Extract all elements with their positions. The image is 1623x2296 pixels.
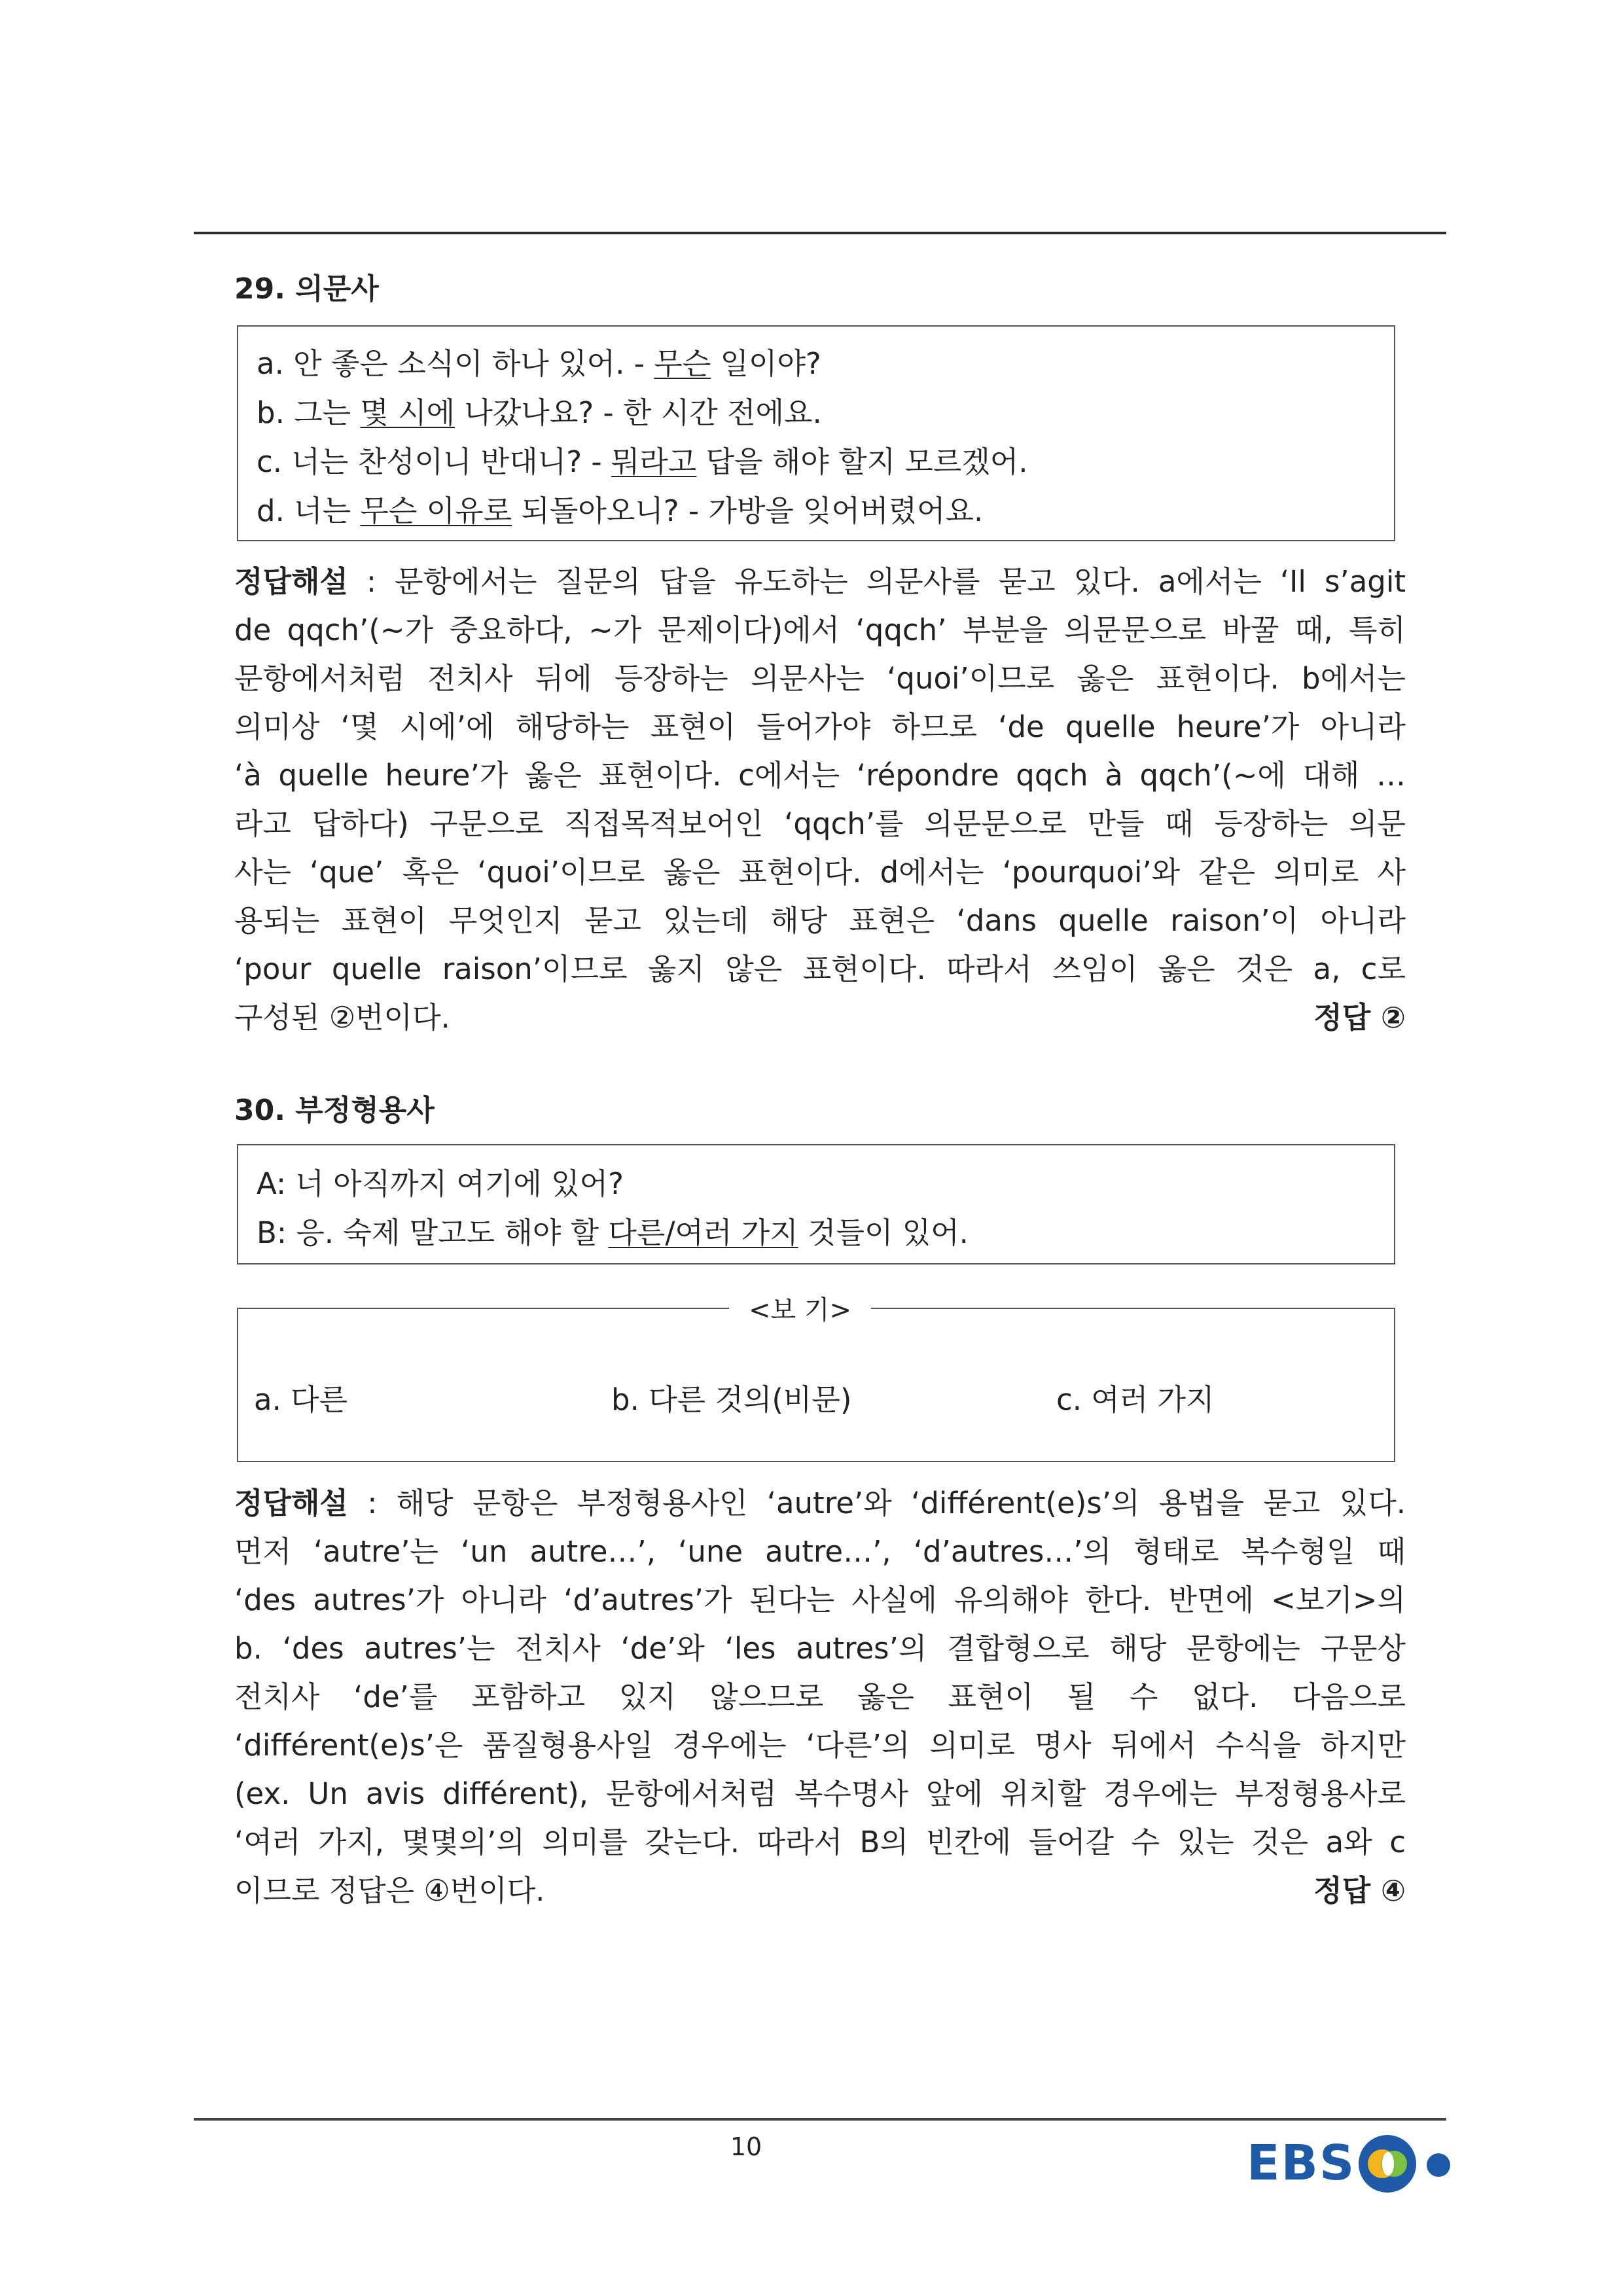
- q29-example-c: c. 너는 찬성이니 반대니? - 뭐라고 답을 해야 할지 모르겠어.: [257, 444, 1028, 479]
- logo-small-dot: [1427, 2153, 1450, 2177]
- q29-example-b: b. 그는 몇 시에 나갔나요? - 한 시간 전에요.: [257, 395, 822, 430]
- q30-dialogue-a: A: 너 아직까지 여기에 있어?: [257, 1166, 624, 1201]
- q30-dialogue-box: [237, 1144, 1395, 1265]
- q29-expl-line: 용되는 표현이 무엇인지 묻고 있는데 해당 표현은 ‘dans quelle raison’이 아니라: [234, 903, 1406, 938]
- underline-b: 몇 시에: [360, 395, 455, 430]
- q29-expl-line: ‘à quelle heure’가 옳은 표현이다. c에서는 ‘répondre qqch à qqch’(~에 대해 …: [234, 758, 1406, 793]
- bogi-item-c: c. 여러 가지: [1056, 1382, 1215, 1417]
- bottom-rule: [194, 2118, 1446, 2121]
- q29-expl-line: de qqch’(~가 중요하다, ~가 문제이다)에서 ‘qqch’ 부분을 의문문으로 바꿀 때, 특히: [234, 613, 1406, 647]
- ebs-logo-icon: [1353, 2131, 1458, 2197]
- q30-expl-line: (ex. Un avis différent), 문항에서처럼 복수명사 앞에 위치할 경우에는 부정형용사로: [234, 1776, 1406, 1811]
- ebs-logo-text: EBS: [1247, 2135, 1356, 2191]
- q30-expl-line: 먼저 ‘autre’는 ‘un autre…’, ‘une autre…’, ‘d’autres…’의 형태로 복수형일 때: [234, 1534, 1406, 1569]
- logo-overlap: [1382, 2152, 1394, 2176]
- underline-a: 무슨: [654, 346, 711, 381]
- q30-answer: 정답 ④: [1313, 1873, 1406, 1908]
- q30-expl-line: ‘différent(e)s’은 품질형용사일 경우에는 ‘다른’의 의미로 명사 뒤에서 수식을 하지만: [234, 1728, 1406, 1763]
- q30-expl-line: 이므로 정답은 ④번이다.: [234, 1873, 545, 1908]
- q30-expl-line: 전치사 ‘de’를 포함하고 있지 않으므로 옳은 표현이 될 수 없다. 다음으로: [234, 1679, 1406, 1714]
- underline-blank: 다른/여러 가지: [608, 1215, 798, 1250]
- q29-expl-line: 사는 ‘que’ 혹은 ‘quoi’이므로 옳은 표현이다. d에서는 ‘pourquoi’와 같은 의미로 사: [234, 855, 1406, 889]
- q30-expl-line: ‘여러 가지, 몇몇의’의 의미를 갖는다. 따라서 B의 빈칸에 들어갈 수 있는 것은 a와 c: [234, 1825, 1406, 1859]
- q29-example-a: a. 안 좋은 소식이 하나 있어. - 무슨 일이야?: [257, 346, 821, 381]
- q30-expl-line: ‘des autres’가 아니라 ‘d’autres’가 된다는 사실에 유의해야 한다. 반면에 <보기>의: [234, 1583, 1406, 1617]
- underline-d: 무슨 이유로: [360, 493, 512, 528]
- q29-example-box: [237, 325, 1395, 541]
- q29-expl-line: 정답해설 : 문항에서는 질문의 답을 유도하는 의문사를 묻고 있다. a에서는 ‘Il s’agit: [234, 564, 1406, 599]
- q29-expl-line: 라고 답하다) 구문으로 직접목적보어인 ‘qqch’를 의문문으로 만들 때 등장하는 의문: [234, 806, 1406, 841]
- q30-explanation: [234, 1479, 1406, 1915]
- q29-answer: 정답 ②: [1313, 1000, 1406, 1035]
- q29-expl-line: 의미상 ‘몇 시에’에 해당하는 표현이 들어가야 하므로 ‘de quelle heure’가 아니라: [234, 709, 1406, 744]
- bogi-item-b: b. 다른 것의(비문): [611, 1382, 852, 1417]
- page-number: 10: [730, 2132, 762, 2161]
- q29-expl-line: 구성된 ②번이다.: [234, 1000, 450, 1035]
- top-rule: [194, 232, 1446, 234]
- q30-expl-line: b. ‘des autres’는 전치사 ‘de’와 ‘les autres’의 결합형으로 해당 문항에는 구문상: [234, 1631, 1406, 1666]
- q30-expl-label: 정답해설: [234, 1486, 348, 1520]
- bogi-item-a: a. 다른: [254, 1382, 348, 1417]
- q30-dialogue-b: B: 응. 숙제 말고도 해야 할 다른/여러 가지 것들이 있어.: [257, 1215, 969, 1250]
- q29-expl-label: 정답해설: [234, 564, 348, 599]
- q29-example-d: d. 너는 무슨 이유로 되돌아오니? - 가방을 잊어버렸어요.: [257, 493, 984, 528]
- q29-expl-line: ‘pour quelle raison’이므로 옳지 않은 표현이다. 따라서 쓰임이 옳은 것은 a, c로: [234, 952, 1406, 986]
- q30-heading: 30. 부정형용사: [234, 1094, 435, 1127]
- bogi-title: <보 기>: [729, 1289, 871, 1327]
- underline-c: 뭐라고: [611, 444, 697, 479]
- q29-heading: 29. 의문사: [234, 272, 379, 306]
- bogi-box: [237, 1295, 1395, 1462]
- q30-expl-line: 정답해설 : 해당 문항은 부정형용사인 ‘autre’와 ‘différent(e)s’의 용법을 묻고 있다.: [234, 1486, 1406, 1520]
- q29-explanation: [234, 558, 1406, 1042]
- q29-expl-line: 문항에서처럼 전치사 뒤에 등장하는 의문사는 ‘quoi’이므로 옳은 표현이다. b에서는: [234, 661, 1406, 696]
